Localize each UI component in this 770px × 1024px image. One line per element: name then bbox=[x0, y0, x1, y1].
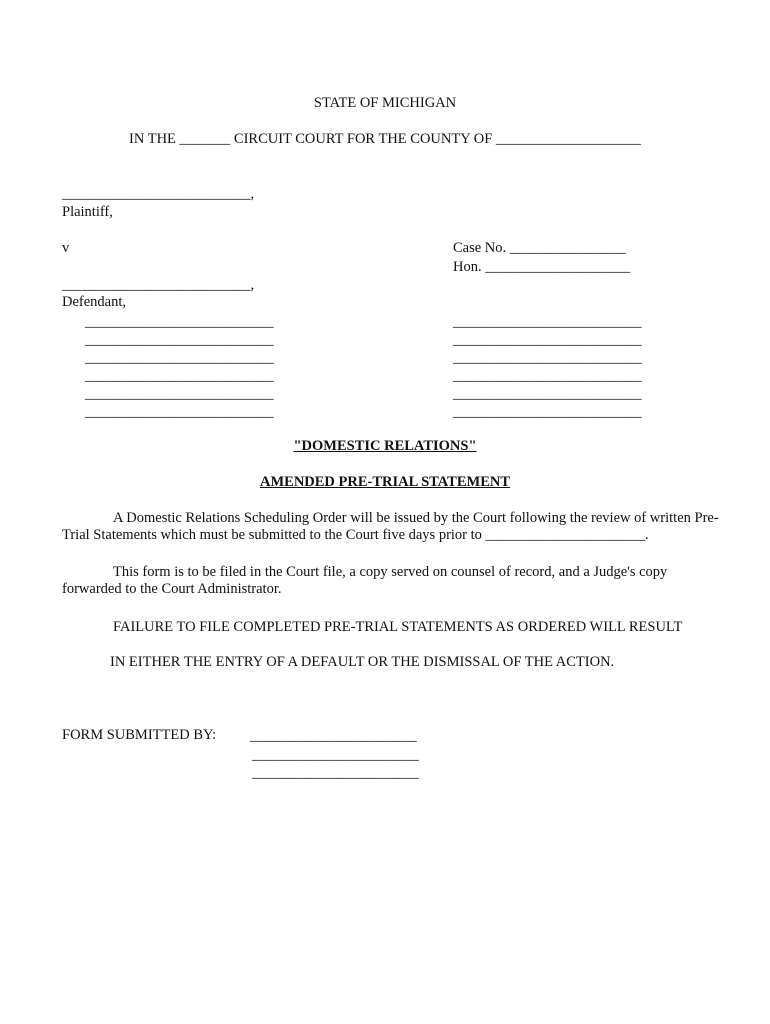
signature-line[interactable]: _______________________ bbox=[252, 747, 419, 763]
address-line[interactable]: __________________________ bbox=[85, 404, 274, 420]
address-line[interactable]: __________________________ bbox=[453, 350, 642, 366]
plaintiff-label: Plaintiff, bbox=[62, 204, 113, 220]
address-line[interactable]: __________________________ bbox=[453, 314, 642, 330]
defendant-blank[interactable]: __________________________, bbox=[62, 277, 255, 293]
filing-paragraph bbox=[62, 564, 727, 598]
defendant-label: Defendant, bbox=[62, 294, 127, 310]
address-line[interactable]: __________________________ bbox=[453, 386, 642, 402]
address-line[interactable]: __________________________ bbox=[453, 332, 642, 348]
address-line[interactable]: __________________________ bbox=[85, 332, 274, 348]
warning-line-1: FAILURE TO FILE COMPLETED PRE-TRIAL STATEMENTS AS ORDERED WILL RESULT bbox=[113, 619, 683, 635]
address-line[interactable]: __________________________ bbox=[453, 368, 642, 384]
address-line[interactable]: __________________________ bbox=[85, 350, 274, 366]
signature-line[interactable]: _______________________ bbox=[252, 765, 419, 781]
judge-field[interactable]: Hon. ____________________ bbox=[453, 259, 631, 275]
versus-label: v bbox=[62, 240, 70, 256]
state-heading: STATE OF MICHIGAN bbox=[313, 95, 457, 111]
scheduling-paragraph bbox=[62, 510, 727, 544]
scheduling-text: A Domestic Relations Scheduling Order will be issued by the Court following the review of written Pre-Trial Statements which must be submitted to the Court five days prior to ______________________. bbox=[62, 510, 719, 543]
address-line[interactable]: __________________________ bbox=[85, 368, 274, 384]
domestic-relations-title: "DOMESTIC RELATIONS" bbox=[293, 438, 477, 454]
address-line[interactable]: __________________________ bbox=[453, 404, 642, 420]
filing-text: This form is to be filed in the Court file, a copy served on counsel of record, and a Judge's copy forwarded to the Court Administrator. bbox=[62, 564, 668, 597]
plaintiff-blank[interactable]: __________________________, bbox=[62, 186, 255, 202]
case-number-field[interactable]: Case No. ________________ bbox=[453, 240, 626, 256]
signature-line[interactable]: _______________________ bbox=[250, 728, 417, 744]
address-line[interactable]: __________________________ bbox=[85, 386, 274, 402]
amended-statement-title: AMENDED PRE-TRIAL STATEMENT bbox=[259, 474, 511, 490]
form-submitted-label: FORM SUBMITTED BY: bbox=[62, 727, 217, 743]
court-line: IN THE _______ CIRCUIT COURT FOR THE COUNTY OF ____________________ bbox=[129, 131, 641, 147]
warning-line-2: IN EITHER THE ENTRY OF A DEFAULT OR THE DISMISSAL OF THE ACTION. bbox=[110, 654, 615, 670]
address-line[interactable]: __________________________ bbox=[85, 314, 274, 330]
